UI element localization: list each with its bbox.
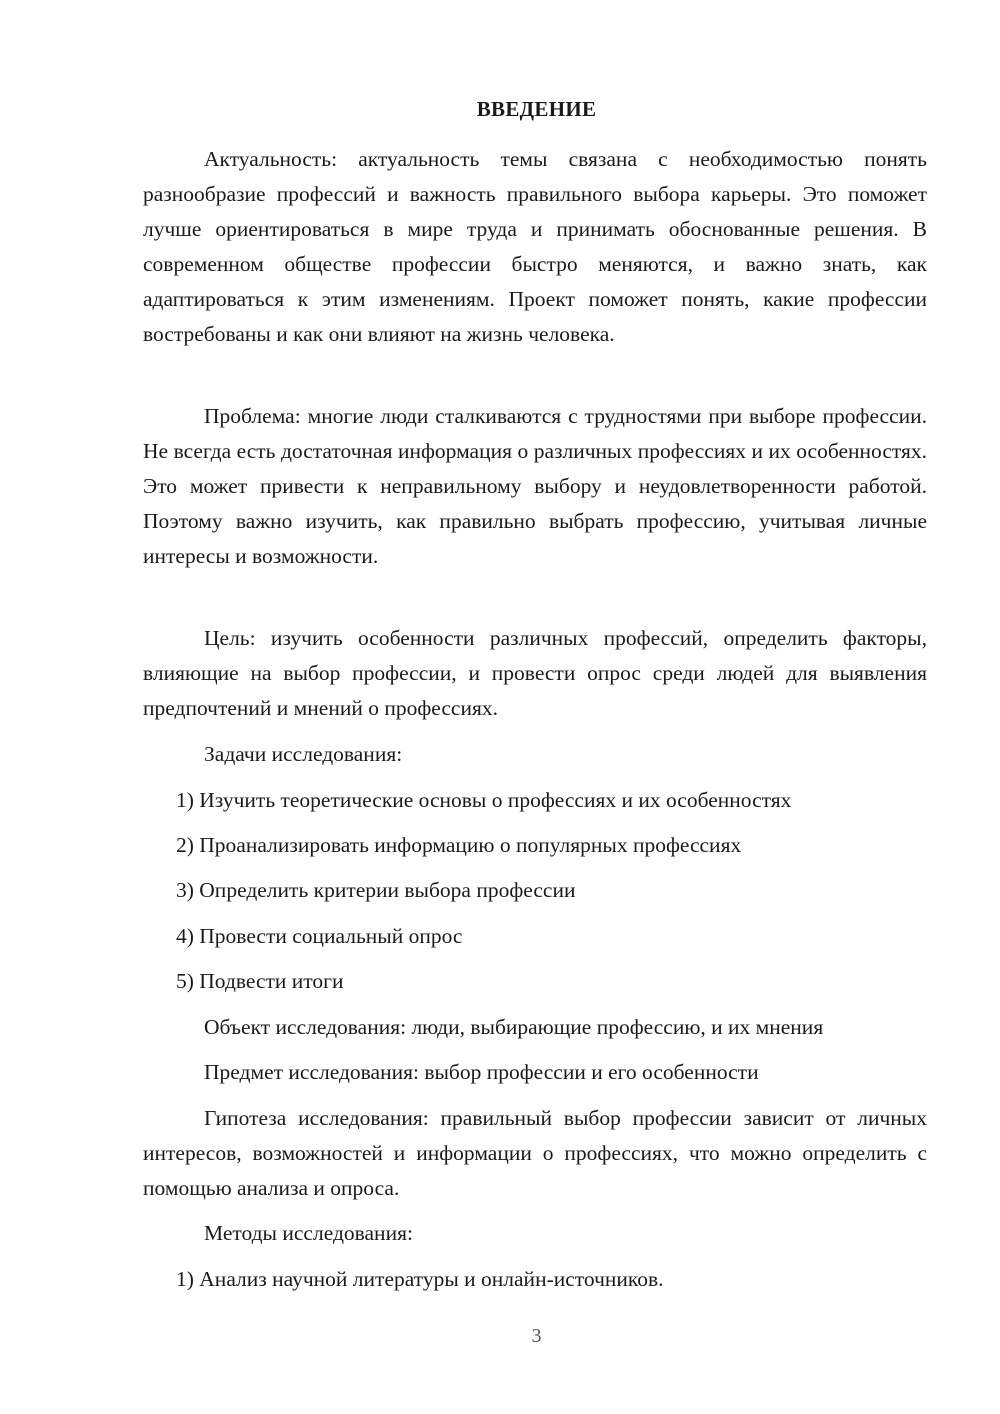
hypothesis-paragraph: Гипотеза исследования: правильный выбор профессии зависит от личных интересов, возможностей и информации о профессиях, что можно определить с помощью анализа и опроса. — [143, 1106, 927, 1200]
page-title: ВВЕДЕНИЕ — [476, 97, 597, 121]
page-number: 3 — [531, 1325, 542, 1347]
method-item: 1) Анализ научной литературы и онлайн-источников. — [176, 1267, 664, 1291]
task-item: 2) Проанализировать информацию о популярных профессиях — [176, 833, 742, 857]
task-item: 3) Определить критерии выбора профессии — [176, 878, 576, 902]
problem-paragraph: Проблема: многие люди сталкиваются с трудностями при выборе профессии. Не всегда есть достаточная информация о различных профессиях и их особенностях. Это может привести к неправильному выбору и неудовлетворенности работой. Поэтому важно изучить, как правильно выбрать профессию, учитывая личные интересы и возможности. — [143, 404, 927, 568]
task-item: 1) Изучить теоретические основы о профессиях и их особенностях — [176, 788, 792, 812]
goal-paragraph: Цель: изучить особенности различных профессий, определить факторы, влияющие на выбор профессии, и провести опрос среди людей для выявления предпочтений и мнений о профессиях. — [143, 626, 927, 720]
task-item: 5) Подвести итоги — [176, 969, 344, 993]
tasks-heading: Задачи исследования: — [204, 742, 403, 766]
subject-paragraph: Предмет исследования: выбор профессии и его особенности — [204, 1060, 759, 1084]
relevance-paragraph: Актуальность: актуальность темы связана с необходимостью понять разнообразие профессий и важность правильного выбора карьеры. Это поможет лучше ориентироваться в мире труда и принимать обоснованные решения. В современном обществе профессии быстро меняются, и важно знать, как адаптироваться к этим изменениям. Проект поможет понять, какие профессии востребованы и как они влияют на жизнь человека. — [143, 147, 927, 346]
methods-heading: Методы исследования: — [204, 1221, 413, 1245]
object-paragraph: Объект исследования: люди, выбирающие профессию, и их мнения — [204, 1015, 824, 1039]
task-item: 4) Провести социальный опрос — [176, 924, 463, 948]
